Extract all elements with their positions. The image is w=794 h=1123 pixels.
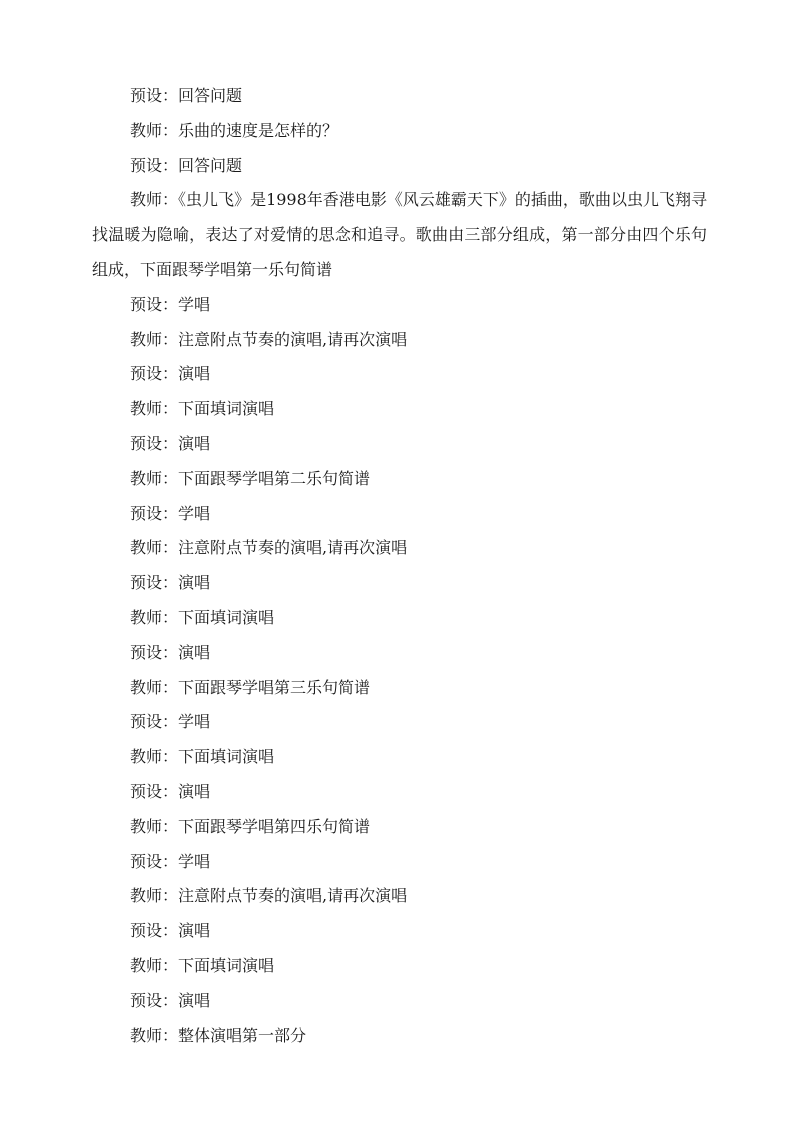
dialogue-line: 预设：回答问题 (130, 155, 243, 175)
dialogue-line: 教师：下面填词演唱 (130, 955, 275, 975)
dialogue-line: 教师：下面跟琴学唱第二乐句简谱 (130, 468, 371, 488)
dialogue-line: 教师：乐曲的速度是怎样的？ (130, 120, 339, 140)
document-body (92, 79, 707, 1053)
dialogue-line: 预设：演唱 (130, 642, 211, 662)
dialogue-line: 预设：演唱 (130, 573, 211, 593)
teacher-intro-paragraph: 教师：《虫儿飞》是1998年香港电影《风云雄霸天下》的插曲，歌曲以虫儿飞翔寻找温暖为隐喻，表达了对爱情的思念和追寻。歌曲由三部分组成，第一部分由四个乐句组成，下面跟琴学唱第一乐句简谱 (92, 190, 707, 279)
dialogue-line: 教师：下面填词演唱 (130, 747, 275, 767)
dialogue-line: 预设：学唱 (130, 712, 211, 732)
dialogue-line: 预设：学唱 (130, 294, 211, 314)
dialogue-line: 教师：注意附点节奏的演唱,请再次演唱 (130, 329, 408, 349)
dialogue-line: 预设：回答问题 (130, 86, 243, 105)
dialogue-line: 教师：下面跟琴学唱第四乐句简谱 (130, 816, 371, 836)
dialogue-line: 预设：演唱 (130, 921, 211, 941)
dialogue-line: 教师：下面填词演唱 (130, 399, 275, 419)
dialogue-line: 教师：注意附点节奏的演唱,请再次演唱 (130, 538, 408, 558)
dialogue-line: 教师：注意附点节奏的演唱,请再次演唱 (130, 886, 408, 906)
dialogue-line: 教师：下面跟琴学唱第三乐句简谱 (130, 677, 371, 697)
dialogue-line: 预设：学唱 (130, 851, 211, 871)
dialogue-line: 教师：下面填词演唱 (130, 607, 275, 627)
dialogue-line: 教师：整体演唱第一部分 (130, 1025, 307, 1045)
dialogue-line: 预设：演唱 (130, 364, 211, 384)
dialogue-line: 预设：演唱 (130, 990, 211, 1010)
dialogue-line: 预设：演唱 (130, 433, 211, 453)
dialogue-line: 预设：演唱 (130, 781, 211, 801)
dialogue-line: 预设：学唱 (130, 503, 211, 523)
